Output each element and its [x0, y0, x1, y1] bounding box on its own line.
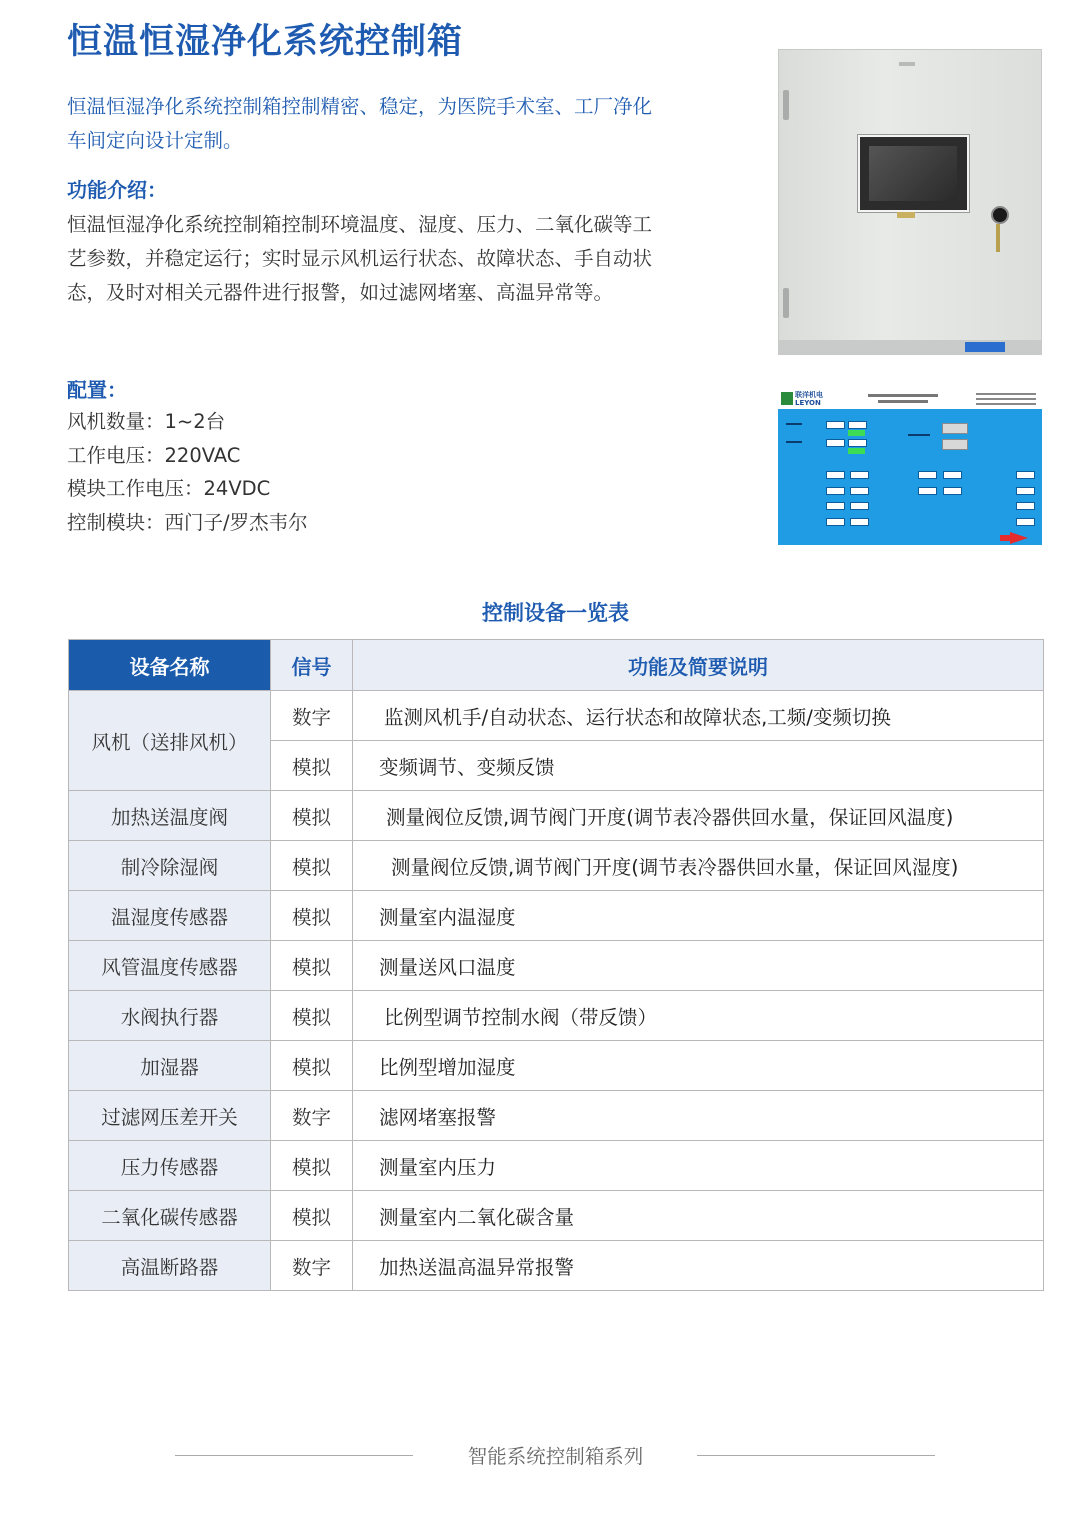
table-title: 控制设备一览表: [482, 601, 629, 625]
hmi-title-line: [878, 400, 928, 403]
cell-function: 监测风机手/自动状态、运行状态和故障状态,工频/变频切换: [353, 691, 1044, 741]
config-item-module-voltage: 模块工作电压：24VDC: [67, 477, 271, 500]
cell-signal: 数字: [271, 691, 353, 741]
cabinet-hinge: [783, 90, 789, 120]
cell-device-name: 温湿度传感器: [69, 891, 271, 941]
config-heading: 配置：: [67, 378, 127, 402]
table-row: [69, 791, 1044, 841]
cell-function: 测量送风口温度: [353, 941, 1044, 991]
table-row: [69, 691, 1044, 741]
hmi-value-box: [943, 487, 962, 495]
cell-device-name: 过滤网压差开关: [69, 1091, 271, 1141]
cell-signal: 模拟: [271, 1041, 353, 1091]
config-item-control-module: 控制模块：西门子/罗杰韦尔: [67, 510, 308, 534]
hmi-value-box: [1016, 487, 1035, 495]
cell-function: 测量室内二氧化碳含量: [353, 1191, 1044, 1241]
hmi-value-box: [943, 471, 962, 479]
page-title: 恒温恒湿净化系统控制箱: [67, 22, 464, 62]
table-row: [69, 841, 1044, 891]
header-device-name: 设备名称: [69, 640, 271, 691]
cell-device-name: 风管温度传感器: [69, 941, 271, 991]
table-row: [69, 1141, 1044, 1191]
company-logo-icon: [781, 392, 793, 405]
cell-function: 测量室内温湿度: [353, 891, 1044, 941]
hmi-button: [848, 439, 867, 447]
cell-device-name: 压力传感器: [69, 1141, 271, 1191]
control-cabinet-photo: [778, 49, 1042, 355]
hmi-value-box: [850, 502, 869, 510]
table-row: [69, 1041, 1044, 1091]
cell-device-name: 制冷除湿阀: [69, 841, 271, 891]
cell-signal: 模拟: [271, 841, 353, 891]
hmi-button: [826, 421, 845, 429]
hmi-value-box: [850, 487, 869, 495]
company-logo-text: 联洋机电 LEYON: [795, 391, 823, 407]
lock-icon: [991, 206, 1009, 224]
hmi-value-box: [918, 487, 937, 495]
cell-signal: 数字: [271, 1241, 353, 1291]
cell-device-name: 高温断路器: [69, 1241, 271, 1291]
header-signal: 信号: [271, 640, 353, 691]
hmi-value-box: [826, 502, 845, 510]
table-row: [69, 1241, 1044, 1291]
cell-function: 变频调节、变频反馈: [353, 741, 1044, 791]
cell-device-name: 加湿器: [69, 1041, 271, 1091]
table-row: [69, 1091, 1044, 1141]
next-arrow-icon: [1010, 532, 1028, 544]
hmi-value-box: [826, 471, 845, 479]
cell-signal: 模拟: [271, 791, 353, 841]
hmi-button: [848, 421, 867, 429]
hmi-label: [908, 434, 930, 436]
footer-series-label: 智能系统控制箱系列: [467, 1445, 644, 1468]
hmi-button: [826, 439, 845, 447]
cell-signal: 模拟: [271, 1141, 353, 1191]
hmi-value-box: [918, 471, 937, 479]
hmi-title-line: [868, 394, 938, 397]
header-function: 功能及简要说明: [353, 640, 1044, 691]
cell-signal: 模拟: [271, 941, 353, 991]
hmi-value-box: [850, 471, 869, 479]
cell-signal: 数字: [271, 1091, 353, 1141]
cell-function: 测量室内压力: [353, 1141, 1044, 1191]
cell-device-name: 风机（送排风机）: [69, 691, 271, 791]
equipment-table: [68, 639, 1044, 1291]
table-row: [69, 891, 1044, 941]
cabinet-touchscreen: [858, 135, 969, 212]
hmi-gray-button: [942, 439, 968, 450]
cabinet-base-tag: [965, 342, 1005, 352]
hmi-info-line: [976, 403, 1036, 405]
hmi-info-line: [976, 398, 1036, 400]
cell-function: 测量阀位反馈,调节阀门开度(调节表冷器供回水量，保证回风温度): [353, 791, 1044, 841]
cell-signal: 模拟: [271, 891, 353, 941]
cell-function: 比例型增加湿度: [353, 1041, 1044, 1091]
key-icon: [996, 224, 1000, 252]
cell-signal: 模拟: [271, 991, 353, 1041]
cabinet-screen-display: [869, 146, 957, 201]
config-item-fan-count: 风机数量：1~2台: [67, 410, 226, 433]
hmi-value-box: [850, 518, 869, 526]
cell-function: 比例型调节控制水阀（带反馈）: [353, 991, 1044, 1041]
table-row: [69, 1191, 1044, 1241]
cell-device-name: 水阀执行器: [69, 991, 271, 1041]
table-header-row: [69, 640, 1044, 691]
cell-device-name: 加热送温度阀: [69, 791, 271, 841]
cell-function: 加热送温高温异常报警: [353, 1241, 1044, 1291]
features-heading: 功能介绍：: [67, 178, 167, 202]
hmi-value-box: [1016, 502, 1035, 510]
config-item-voltage: 工作电压：220VAC: [67, 443, 241, 467]
hmi-header: [778, 389, 1042, 409]
cabinet-hinge: [783, 288, 789, 318]
hmi-label: [786, 423, 802, 425]
hmi-value-box: [826, 518, 845, 526]
cell-device-name: 二氧化碳传感器: [69, 1191, 271, 1241]
hmi-label: [786, 441, 802, 443]
features-text: 恒温恒湿净化系统控制箱控制环境温度、湿度、压力、二氧化碳等工艺参数，并稳定运行；实时显示风机运行状态、故障状态、手自动状态，及时对相关元器件进行报警，如过滤网堵塞、高温异常等。: [67, 213, 653, 304]
hmi-value-box: [1016, 518, 1035, 526]
hmi-gray-button: [942, 423, 968, 434]
hmi-value-box: [1016, 471, 1035, 479]
cell-function: 测量阀位反馈,调节阀门开度(调节表冷器供回水量，保证回风湿度): [353, 841, 1044, 891]
cabinet-label: [897, 212, 915, 218]
cabinet-brand-plate: [899, 62, 915, 66]
hmi-value-box: [826, 487, 845, 495]
cell-function: 滤网堵塞报警: [353, 1091, 1044, 1141]
cell-signal: 模拟: [271, 741, 353, 791]
table-row: [69, 941, 1044, 991]
hmi-status-indicator: [848, 448, 865, 454]
config-list: [67, 405, 308, 539]
intro-text: 恒温恒湿净化系统控制箱控制精密、稳定，为医院手术室、工厂净化车间定向设计定制。: [67, 95, 653, 152]
hmi-screenshot: [778, 389, 1042, 545]
cell-signal: 模拟: [271, 1191, 353, 1241]
hmi-status-indicator: [848, 430, 865, 436]
hmi-info-line: [976, 393, 1036, 395]
table-row: [69, 991, 1044, 1041]
